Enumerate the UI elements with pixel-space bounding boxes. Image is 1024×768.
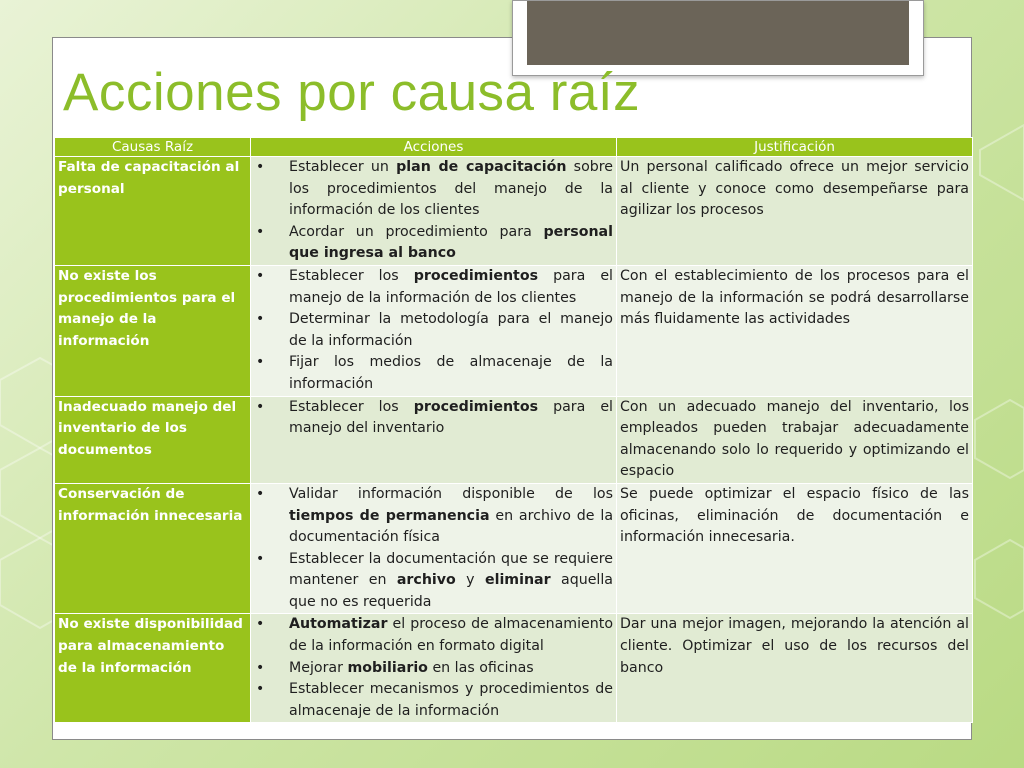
action-emphasis: archivo [396, 572, 456, 589]
justification-cell [617, 614, 973, 723]
action-item [254, 309, 613, 352]
action-item [254, 614, 613, 657]
justification-cell [617, 483, 973, 614]
actions-list [254, 614, 613, 722]
header-causes: Causas Raíz [55, 138, 251, 157]
action-item [254, 484, 613, 549]
actions-cell [251, 483, 617, 614]
table-row [55, 614, 973, 723]
action-item [254, 222, 613, 265]
actions-cell [251, 265, 617, 396]
action-emphasis: mobiliario [347, 659, 428, 676]
bullet-icon: • [256, 659, 265, 676]
slide-title: Acciones por causa raíz [63, 63, 641, 122]
action-text: Establecer un [289, 159, 397, 175]
bullet-icon: • [256, 550, 265, 567]
action-item [254, 157, 613, 222]
bullet-icon: • [256, 354, 265, 371]
cause-cell: Conservación de información innecesaria [55, 483, 251, 614]
action-item [254, 679, 613, 722]
bullet-icon: • [256, 485, 265, 502]
actions-cell [251, 614, 617, 723]
action-emphasis: eliminar [484, 572, 551, 589]
action-text: Establecer los [289, 398, 414, 415]
action-item [254, 658, 613, 680]
justification-cell [617, 396, 973, 483]
bullet-icon: • [256, 267, 265, 284]
cause-cell: Inadecuado manejo del inventario de los documentos [55, 396, 251, 483]
action-text: Mejorar [289, 659, 348, 676]
justification-cell [617, 265, 973, 396]
action-emphasis: plan de capacitación [396, 159, 567, 175]
action-text: Establecer la documentación que se requiere mantener en [289, 550, 613, 589]
actions-cell [251, 157, 617, 266]
bullet-icon: • [256, 616, 265, 633]
action-emphasis: personal que ingresa al banco [289, 223, 613, 262]
action-text: Validar información disponible de los [289, 485, 613, 502]
action-text: Establecer mecanismos y procedimientos de almacenaje de la información [289, 681, 613, 719]
action-text: y [455, 572, 485, 589]
action-emphasis: Automatizar [289, 616, 388, 633]
bullet-icon: • [256, 398, 265, 415]
action-text: Establecer los [289, 267, 414, 284]
table-header-row [55, 138, 973, 157]
action-item [254, 397, 613, 440]
action-text: para el manejo de la información de los clientes [289, 267, 613, 306]
action-text: en las oficinas [427, 659, 534, 676]
justification-text: Con un adecuado manejo del inventario, los empleados pueden trabajar adecuadamente almacenando solo lo requerido y optimizando el espacio [620, 398, 969, 480]
header-justification: Justificación [617, 138, 973, 157]
bullet-icon: • [256, 159, 265, 175]
actions-list [254, 157, 613, 265]
justification-cell [617, 157, 973, 266]
action-text: para el manejo del inventario [289, 398, 613, 437]
justification-text: Se puede optimizar el espacio físico de las oficinas, eliminación de documentación e información innecesaria. [620, 485, 969, 546]
cause-cell: Falta de capacitación al personal [55, 157, 251, 266]
justification-text: Dar una mejor imagen, mejorando la atención al cliente. Optimizar el uso de los recursos del banco [620, 616, 969, 676]
actions-cell [251, 396, 617, 483]
action-text: Fijar los medios de almacenaje de la información [289, 354, 613, 392]
action-text: el proceso de almacenamiento de la información en formato digital [289, 616, 613, 655]
action-emphasis: tiempos de permanencia [289, 507, 490, 524]
action-text: aquella que no es requerida [289, 572, 614, 610]
table-row [55, 157, 973, 266]
actions-list [254, 266, 613, 396]
bullet-icon: • [256, 311, 265, 328]
actions-list [254, 484, 613, 614]
cause-cell: No existe los procedimientos para el manejo de la información [55, 265, 251, 396]
action-item [254, 266, 613, 309]
action-text: sobre los procedimientos del manejo de la información de los clientes [289, 159, 614, 219]
cause-cell: No existe disponibilidad para almacenamiento de la información [55, 614, 251, 723]
photo-placeholder [527, 1, 909, 65]
header-actions: Acciones [251, 138, 617, 157]
table-row [55, 265, 973, 396]
bullet-icon: • [256, 681, 265, 698]
bullet-icon: • [256, 223, 265, 240]
action-text: Acordar un procedimiento para [289, 223, 544, 240]
justification-text: Con el establecimiento de los procesos para el manejo de la información se podrá desarrollarse más fluidamente las actividades [620, 267, 969, 328]
table-row [55, 483, 973, 614]
table-row [55, 396, 973, 483]
root-cause-table [54, 137, 973, 723]
justification-text: Un personal calificado ofrece un mejor servicio al cliente y conoce como desempeñarse para agilizar los procesos [620, 159, 969, 219]
action-item [254, 352, 613, 395]
actions-list [254, 397, 613, 440]
action-item [254, 549, 613, 614]
action-emphasis: procedimientos [413, 267, 539, 284]
action-text: Determinar la metodología para el manejo de la información [289, 311, 613, 349]
action-text: en archivo de la documentación física [289, 507, 614, 546]
action-emphasis: procedimientos [413, 398, 539, 415]
